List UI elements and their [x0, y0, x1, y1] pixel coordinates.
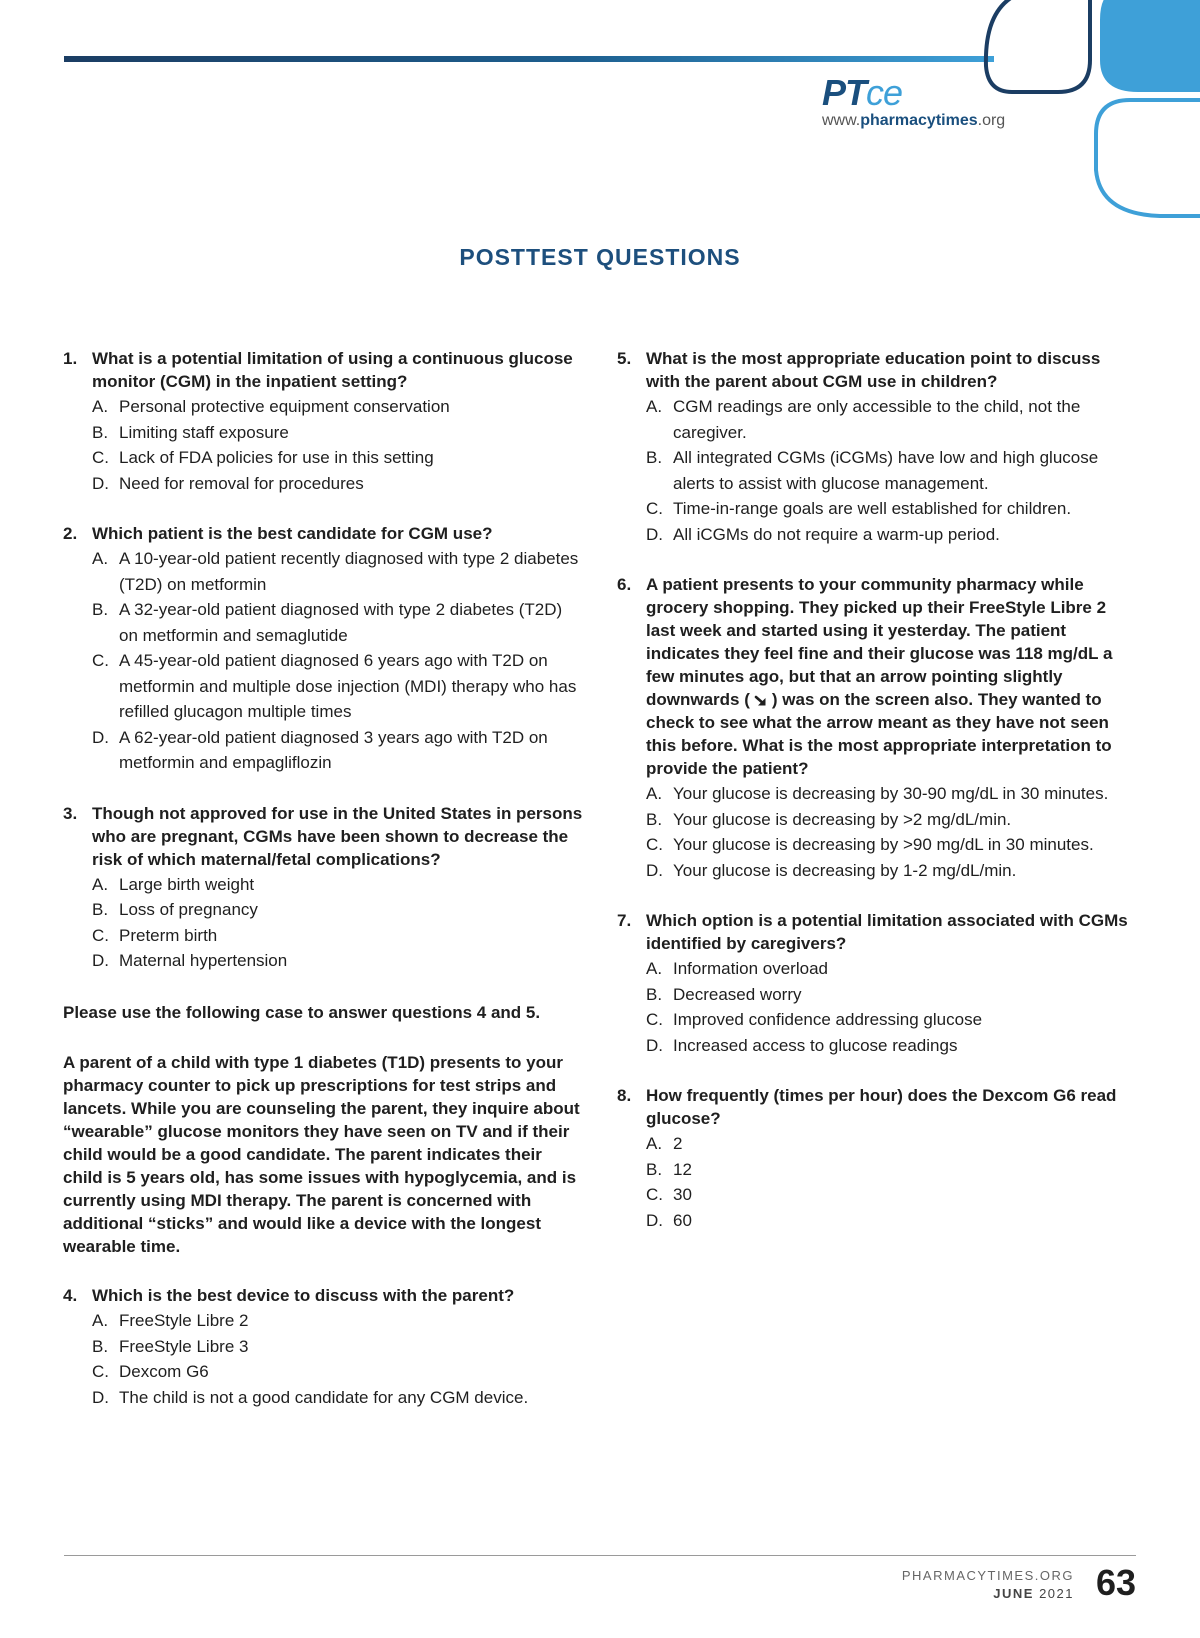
- left-question-list: [63, 347, 583, 974]
- case-label: Please use the following case to answer questions 4 and 5.: [63, 1002, 541, 1022]
- answer-option[interactable]: [646, 982, 1137, 1008]
- answer-option[interactable]: [92, 1308, 583, 1334]
- question: [617, 347, 1137, 547]
- option-list: [646, 956, 1137, 1058]
- answer-option[interactable]: [92, 394, 583, 420]
- answer-option[interactable]: [646, 781, 1137, 807]
- page-number: 63: [1095, 1562, 1136, 1603]
- option-text: Decreased worry: [673, 984, 802, 1004]
- option-text: Dexcom G6: [119, 1362, 209, 1381]
- arrow-down-right-icon: [753, 693, 769, 709]
- option-text: 60: [673, 1210, 692, 1230]
- answer-option[interactable]: [646, 1157, 1137, 1183]
- question-number: 7.: [617, 911, 632, 930]
- option-letter: C.: [92, 651, 109, 670]
- question: [63, 802, 583, 974]
- question-number: 3.: [63, 803, 78, 823]
- question-6: [617, 573, 1137, 883]
- option-text: Your glucose is decreasing by 30-90 mg/dL in 30 minutes.: [673, 784, 1109, 803]
- answer-option[interactable]: [646, 807, 1137, 833]
- answer-option[interactable]: [92, 948, 583, 974]
- question-number: 4.: [63, 1286, 78, 1305]
- option-letter: D.: [92, 727, 109, 747]
- option-list: [646, 1131, 1137, 1233]
- answer-option[interactable]: [92, 1385, 583, 1411]
- ptce-logo[interactable]: [822, 74, 1032, 130]
- question-5: [617, 347, 1137, 547]
- option-letter: D.: [646, 1210, 663, 1230]
- question-text: Which patient is the best candidate for CGM use?: [92, 524, 493, 543]
- question-stem: [63, 1284, 583, 1307]
- option-text: Your glucose is decreasing by >2 mg/dL/min.: [673, 809, 1012, 829]
- answer-option[interactable]: [92, 725, 583, 776]
- option-letter: A.: [646, 397, 663, 416]
- option-letter: B.: [646, 809, 663, 829]
- option-text: Personal protective equipment conservation: [119, 397, 450, 416]
- answer-option[interactable]: [646, 394, 1137, 445]
- question-stem: [63, 522, 583, 545]
- question-number: 5.: [617, 349, 632, 368]
- answer-option[interactable]: [92, 546, 583, 597]
- option-text: A 45-year-old patient diagnosed 6 years ago with T2D on metformin and multiple dose injection (MDI) therapy who has refilled glucagon multiple times: [119, 651, 577, 721]
- question-stem: [63, 802, 583, 871]
- option-text: 2: [673, 1134, 683, 1153]
- question-text: What is a potential limitation of using a continuous glucose monitor (CGM) in the inpatient setting?: [92, 349, 573, 391]
- option-text: Time-in-range goals are well established for children.: [673, 499, 1072, 518]
- option-letter: D.: [646, 1035, 663, 1055]
- answer-option[interactable]: [92, 923, 583, 949]
- option-text: Limiting staff exposure: [119, 422, 289, 442]
- answer-option[interactable]: [92, 445, 583, 471]
- option-letter: C.: [646, 1185, 663, 1204]
- question-number: 8.: [617, 1086, 632, 1105]
- answer-option[interactable]: [92, 648, 583, 725]
- option-letter: C.: [646, 1010, 663, 1029]
- question: [63, 347, 583, 496]
- question-text: Which option is a potential limitation associated with CGMs identified by caregivers?: [646, 911, 1128, 953]
- option-text: Lack of FDA policies for use in this setting: [119, 448, 434, 467]
- footer-site[interactable]: PHARMACYTIMES.ORG: [901, 1568, 1074, 1583]
- option-text: Information overload: [673, 959, 828, 978]
- page-title: POSTTEST QUESTIONS: [459, 244, 741, 270]
- option-text: Your glucose is decreasing by 1-2 mg/dL/min.: [673, 860, 1017, 880]
- case-body: A parent of a child with type 1 diabetes (T1D) presents to your pharmacy counter to pick up prescriptions for test strips and lancets. While you are counseling the parent, they inquire about “wearable” glucose monitors they have seen on TV and if their child would be a good candidate. The parent indicates their child is 5 years old, has some issues with hypoglycemia, and is currently using MDI therapy. The parent is concerned with additional “sticks” and would like a device with the longest wearable time.: [63, 1053, 580, 1256]
- question-text: A patient presents to your community pharmacy while grocery shopping. They picked up their FreeStyle Libre 2 last week and started using it yesterday. The patient indicates they feel fine and their glucose was 118 mg/dL a few minutes ago, but that an arrow pointing slightly downwards ( ) was on the screen also. They wanted to check to see what the arrow meant as they have not seen this before. What is the most appropriate interpretation to provide the patient?: [646, 575, 1113, 778]
- answer-option[interactable]: [646, 956, 1137, 982]
- option-text: Increased access to glucose readings: [673, 1035, 958, 1055]
- question-4: [63, 1284, 583, 1410]
- logo-url: www.pharmacytimes.org: [822, 112, 1006, 129]
- answer-option[interactable]: [646, 1007, 1137, 1033]
- question-8: [617, 1084, 1137, 1233]
- option-list: [92, 546, 583, 776]
- option-letter: C.: [92, 1362, 109, 1381]
- question-stem: [617, 1084, 1137, 1130]
- option-text: The child is not a good candidate for any CGM device.: [119, 1387, 529, 1407]
- question-stem: [617, 347, 1137, 393]
- question-text: What is the most appropriate education point to discuss with the parent about CGM use in children?: [646, 349, 1101, 391]
- answer-option[interactable]: [646, 1182, 1137, 1208]
- question-text: How frequently (times per hour) does the Dexcom G6 read glucose?: [646, 1086, 1117, 1128]
- option-letter: D.: [646, 860, 663, 880]
- option-text: Improved confidence addressing glucose: [673, 1010, 983, 1029]
- option-letter: A.: [92, 397, 109, 416]
- answer-option[interactable]: [92, 471, 583, 497]
- option-text: Maternal hypertension: [119, 951, 288, 970]
- option-letter: C.: [92, 925, 109, 945]
- question-text: Though not approved for use in the United States in persons who are pregnant, CGMs have been shown to decrease the risk of which maternal/fetal complications?: [92, 803, 583, 869]
- option-text: Need for removal for procedures: [119, 473, 364, 493]
- option-text: Loss of pregnancy: [119, 900, 258, 919]
- option-text: A 62-year-old patient diagnosed 3 years ago with T2D on metformin and empagliflozin: [119, 727, 548, 772]
- option-letter: A.: [646, 1134, 663, 1153]
- footer-date: JUNE 2021: [993, 1586, 1074, 1601]
- option-list: [646, 781, 1137, 883]
- option-text: A 10-year-old patient recently diagnosed with type 2 diabetes (T2D) on metformin: [119, 549, 579, 594]
- question-number: 2.: [63, 524, 78, 543]
- question-stem: [617, 573, 1137, 780]
- option-letter: B.: [92, 900, 109, 919]
- question-7: [617, 909, 1137, 1058]
- header-rule: [64, 56, 994, 62]
- question: [63, 1284, 583, 1410]
- option-text: FreeStyle Libre 3: [119, 1336, 249, 1356]
- option-text: A 32-year-old patient diagnosed with type 2 diabetes (T2D) on metformin and semaglutide: [119, 600, 563, 645]
- option-letter: B.: [646, 1159, 663, 1179]
- question-text: Which is the best device to discuss with the parent?: [92, 1286, 515, 1305]
- answer-option[interactable]: [92, 1334, 583, 1360]
- question: [63, 522, 583, 776]
- option-list: [92, 394, 583, 496]
- option-text: Preterm birth: [119, 925, 218, 945]
- answer-option[interactable]: [92, 872, 583, 898]
- option-letter: B.: [92, 422, 109, 442]
- option-text: Your glucose is decreasing by >90 mg/dL in 30 minutes.: [673, 835, 1094, 854]
- option-letter: D.: [92, 473, 109, 493]
- answer-option[interactable]: [646, 858, 1137, 884]
- option-text: Large birth weight: [119, 874, 255, 894]
- answer-option[interactable]: [646, 1131, 1137, 1157]
- answer-option[interactable]: [646, 1208, 1137, 1234]
- option-text: All integrated CGMs (iCGMs) have low and high glucose alerts to assist with glucose management.: [673, 448, 1099, 493]
- answer-option[interactable]: [646, 445, 1137, 496]
- question-number: 6.: [617, 575, 632, 594]
- option-letter: D.: [646, 524, 663, 544]
- answer-option[interactable]: [92, 597, 583, 648]
- answer-option[interactable]: [646, 832, 1137, 858]
- question-number: 1.: [63, 349, 78, 368]
- answer-option[interactable]: [646, 522, 1137, 548]
- option-letter: D.: [92, 1387, 109, 1407]
- option-text: CGM readings are only accessible to the child, not the caregiver.: [673, 397, 1081, 442]
- footer-rule: [64, 1555, 1136, 1556]
- option-letter: C.: [646, 499, 663, 518]
- option-letter: B.: [646, 448, 663, 467]
- option-letter: A.: [92, 874, 109, 894]
- option-letter: C.: [92, 448, 109, 467]
- option-text: 30: [673, 1185, 692, 1204]
- option-letter: A.: [92, 549, 109, 568]
- question-stem: [63, 347, 583, 393]
- logo-mark: PTce: [822, 72, 903, 113]
- option-list: [92, 872, 583, 974]
- option-letter: B.: [646, 984, 663, 1004]
- question: [617, 909, 1137, 1058]
- answer-option[interactable]: [92, 420, 583, 446]
- option-text: All iCGMs do not require a warm-up period.: [673, 524, 1000, 544]
- option-letter: A.: [646, 784, 663, 803]
- question-stem: [617, 909, 1137, 955]
- left-column: [63, 347, 583, 1436]
- option-letter: B.: [92, 1336, 109, 1356]
- option-letter: A.: [92, 1311, 109, 1330]
- right-column: [617, 347, 1137, 1259]
- option-text: FreeStyle Libre 2: [119, 1311, 249, 1330]
- question: [617, 1084, 1137, 1233]
- answer-option[interactable]: [646, 496, 1137, 522]
- option-letter: A.: [646, 959, 663, 978]
- option-list: [92, 1308, 583, 1410]
- answer-option[interactable]: [92, 897, 583, 923]
- answer-option[interactable]: [92, 1359, 583, 1385]
- option-letter: D.: [92, 951, 109, 970]
- option-letter: C.: [646, 835, 663, 854]
- option-list: [646, 394, 1137, 547]
- answer-option[interactable]: [646, 1033, 1137, 1059]
- option-text: 12: [673, 1159, 692, 1179]
- option-letter: B.: [92, 600, 109, 619]
